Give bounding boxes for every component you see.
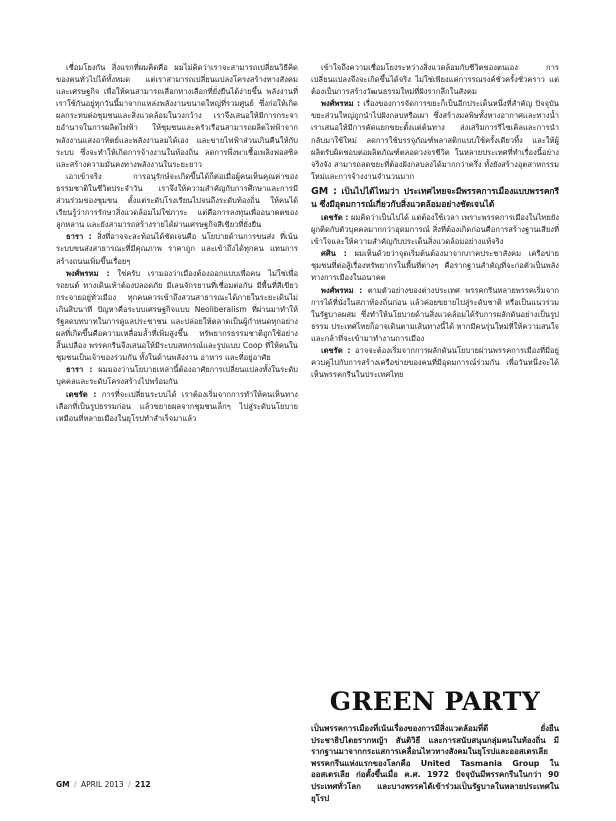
paragraph	[56, 171, 298, 231]
paragraph	[311, 285, 559, 345]
paragraph-text: การที่จะเปลี่ยนระบบได้ เราต้องเริ่มจากการทำให้คนเห็นทางเลือกที่เป็นรูปธรรมก่อน แล้วขยายผลจากชุมชนเล็กๆ ไปสู่ระดับนโยบาย เหมือนที่หลายเมืองในยุโรปทำสำเร็จมาแล้ว	[56, 389, 298, 423]
footer-magazine: GM	[56, 780, 70, 789]
speaker-name: พงศ์พรหม :	[321, 99, 361, 109]
speaker-name: ศศิน :	[321, 249, 347, 259]
paragraph	[311, 98, 559, 183]
speaker-name: เดชรัต :	[321, 345, 351, 355]
paragraph-text: ผมคิดว่าเป็นไปได้ แต่ต้องใช้เวลา เพราะพรรคการเมืองในไทยยังผูกติดกับตัวบุคคลมากกว่าอุดมการณ์ สิ่งที่ต้องเกิดก่อนคือการสร้างฐานเสียงที่เข้าใจและให้ความสำคัญกับประเด็นสิ่งแวดล้อมอย่างแท้จริง	[311, 212, 559, 247]
paragraph	[311, 248, 559, 284]
speaker-name: ธารา :	[66, 232, 92, 242]
paragraph	[56, 268, 298, 365]
footer-separator: /	[74, 780, 77, 789]
paragraph-text: ผมมองว่านโยบายเหล่านี้ต้องอาศัยการเปลี่ยนแปลงทั้งในระดับบุคคลและระดับโครงสร้างไปพร้อมกัน	[56, 365, 298, 387]
footer-separator-2: /	[128, 780, 131, 789]
paragraph	[56, 231, 298, 267]
green-party-title: GREEN PARTY	[329, 687, 541, 716]
paragraph-text: ผมเห็นด้วยว่าจุดเริ่มต้นต้องมาจากภาคประชาสังคม เครือข่ายชุมชนที่ต่อสู้เรื่องทรัพยากรในพื้นที่ต่างๆ คือรากฐานสำคัญที่จะก่อตัวเป็นพลังทางการเมืองในอนาคต	[311, 249, 559, 283]
interview-question	[311, 185, 559, 211]
paragraph	[56, 389, 298, 425]
footer-date: APRIL 2013	[80, 780, 124, 789]
page-footer	[56, 780, 151, 789]
right-after-block	[311, 212, 559, 381]
paragraph	[56, 62, 298, 171]
paragraph-text: เอาเข้าจริง การอนุรักษ์จะเกิดขึ้นได้ก็ต่อเมื่อผู้คนเห็นคุณค่าของธรรมชาติในชีวิตประจำวัน เราจึงให้ความสำคัญกับการศึกษาและการมีส่วนร่วมของชุมชน ตั้งแต่ระดับโรงเรียนไปจนถึงระดับท้องถิ่น ให้คนได้เรียนรู้ว่าการรักษาสิ่งแวดล้อมไม่ใช่ภาระ แต่คือการลงทุนเพื่ออนาคตของลูกหลาน และยังสามารถสร้างรายได้ผ่านเศรษฐกิจสีเขียวที่ยั่งยืน	[56, 171, 298, 230]
speaker-name: เดชรัต :	[321, 212, 349, 222]
paragraph	[311, 212, 559, 248]
speaker-name: พงศ์พรหม :	[321, 285, 363, 295]
green-party-text: เป็นพรรคการเมืองที่เน้นเรื่องของการมีสิ่งแวดล้อมที่ดี ยั่งยืน ประชาธิปไตยรากหญ้า สันติวิธี และการสนับสนุนกลุ่มคนในท้องถิ่น มีรากฐานมาจากกระแสการเคลื่อนไหวทางสังคมในยุโรปและออสเตรเลีย พรรคกรีนแห่งแรกของโลกคือ United Tasmania Group ในออสเตรเลีย ก่อตั้งขึ้นเมื่อ ค.ศ. 1972 ปัจจุบันมีพรรคกรีนในกว่า 90 ประเทศทั่วโลก และบางพรรคได้เข้าร่วมเป็นรัฐบาลในหลายประเทศในยุโรป	[311, 724, 559, 803]
paragraph-text: เรื่องของการจัดการขยะก็เป็นอีกประเด็นหนึ่งที่สำคัญ ปัจจุบันขยะส่วนใหญ่ถูกนำไปฝังกลบหรือเผา ซึ่งสร้างมลพิษทั้งทางอากาศและทางน้ำ เราเสนอให้มีการคัดแยกขยะตั้งแต่ต้นทาง ส่งเสริมการรีไซเคิลและการนำกลับมาใช้ใหม่ ลดการใช้บรรจุภัณฑ์พลาสติกแบบใช้ครั้งเดียวทิ้ง และให้ผู้ผลิตรับผิดชอบต่อผลิตภัณฑ์ตลอดวงจรชีวิต ในหลายประเทศที่ทำเรื่องนี้อย่างจริงจัง สามารถลดขยะที่ต้องฝังกลบลงได้มากกว่าครึ่ง ทั้งยังสร้างอุตสาหกรรมใหม่และการจ้างงานจำนวนมาก	[311, 99, 559, 181]
green-party-box	[311, 683, 559, 804]
speaker-name: เดชรัต :	[66, 389, 97, 399]
right-column	[311, 62, 559, 381]
paragraph-text: ตามตัวอย่างของต่างประเทศ พรรคกรีนหลายพรรคเริ่มจากการได้ที่นั่งในสภาท้องถิ่นก่อน แล้วค่อยขยายไปสู่ระดับชาติ หรือเป็นแนวร่วมในรัฐบาลผสม ซึ่งทำให้นโยบายด้านสิ่งแวดล้อมได้รับการผลักดันอย่างเป็นรูปธรรม ประเทศไทยก็อาจเดินตามเส้นทางนี้ได้ หากมีคนรุ่นใหม่ที่ให้ความสนใจและกล้าที่จะเข้ามาทำงานการเมือง	[311, 285, 560, 343]
right-before-block	[311, 98, 559, 183]
speaker-name: ธารา :	[66, 365, 93, 375]
footer-page-number: 212	[134, 780, 151, 789]
paragraph-text: อาจจะต้องเริ่มจากการผลักดันนโยบายผ่านพรรคการเมืองที่มีอยู่ ควบคู่ไปกับการสร้างเครือข่ายของคนที่มีอุดมการณ์ร่วมกัน เพื่อวันหนึ่งจะได้เห็นพรรคกรีนในประเทศไทย	[311, 345, 559, 380]
question-text: เป็นไปได้ไหมว่า ประเทศไทยจะมีพรรคการเมืองแบบพรรคกรีน ซึ่งมีอุดมการณ์เกี่ยวกับสิ่งแวดล้อมอย่างชัดเจนได้	[311, 185, 559, 210]
paragraph	[56, 364, 298, 388]
paragraph-text: สิ่งที่อาจจะสะท้อนได้ชัดเจนคือ นโยบายด้านการขนส่ง ที่เน้นระบบขนส่งสาธารณะที่มีคุณภาพ ราคาถูก และเข้าถึงได้ทุกคน แทนการสร้างถนนเพิ่มขึ้นเรื่อยๆ	[56, 232, 298, 266]
paragraph-text: เชื่อมโยงกัน สิ่งแรกที่ผมคิดคือ ผมไม่คิดว่าเราจะสามารถเปลี่ยนวิธีคิดของคนทั่วไปได้ทั้งหมด แต่เราสามารถเปลี่ยนแปลงโครงสร้างทางสังคมและเศรษฐกิจ เพื่อให้คนสามารถเลือกทางเลือกที่ยั่งยืนได้ง่ายขึ้น พลังงานที่เราใช้กันอยู่ทุกวันนี้มาจากแหล่งพลังงานขนาดใหญ่ที่รวมศูนย์ ซึ่งก่อให้เกิดผลกระทบต่อชุมชนและสิ่งแวดล้อมในวงกว้าง เราจึงเสนอให้มีการกระจายอำนาจในการผลิตไฟฟ้า ให้ชุมชนและครัวเรือนสามารถผลิตไฟฟ้าจากพลังงานแสงอาทิตย์และพลังงานลมได้เอง และขายไฟฟ้าส่วนเกินคืนให้กับระบบ ซึ่งจะทำให้เกิดการจ้างงานในท้องถิ่น ลดการพึ่งพาเชื้อเพลิงฟอสซิล และสร้างความมั่นคงทางพลังงานในระยะยาว	[56, 63, 298, 169]
intro-paragraph: เข้าใจถึงความเชื่อมโยงระหว่างสิ่งแวดล้อมกับชีวิตของตนเอง การเปลี่ยนแปลงจึงจะเกิดขึ้นได้จริง ไม่ใช่เพียงแค่การรณรงค์ชั่วครั้งชั่วคราว แต่ต้องเป็นการสร้างวัฒนธรรมใหม่ที่ฝังรากลึกในสังคม	[311, 63, 559, 97]
speaker-name: พงศ์พรหม :	[66, 268, 110, 278]
paragraph-text: ใช่ครับ เรามองว่าเมืองต้องออกแบบเพื่อคน ไม่ใช่เพื่อรถยนต์ ทางเดินเท้าต้องปลอดภัย มีเลนจักรยานที่เชื่อมต่อกัน มีพื้นที่สีเขียวกระจายอยู่ทั่วเมือง ทุกคนควรเข้าถึงสวนสาธารณะได้ภายในระยะเดินไม่เกินสิบนาที ปัญหาคือระบบเศรษฐกิจแบบ Neoliberalism ที่ผ่านมาทำให้รัฐลดบทบาทในการดูแลประชาชน และปล่อยให้ตลาดเป็นผู้กำหนดทุกอย่าง ผลที่เกิดขึ้นคือความเหลื่อมล้ำที่เพิ่มสูงขึ้น ทรัพยากรธรรมชาติถูกใช้อย่างสิ้นเปลือง พรรคกรีนจึงเสนอให้มีระบบสหกรณ์และรูปแบบ Coop ที่ให้คนในชุมชนเป็นเจ้าของร่วมกัน ทั้งในด้านพลังงาน อาหาร และที่อยู่อาศัย	[56, 268, 298, 363]
left-column	[56, 62, 298, 425]
paragraph	[311, 345, 559, 381]
question-mark: GM :	[311, 185, 337, 197]
